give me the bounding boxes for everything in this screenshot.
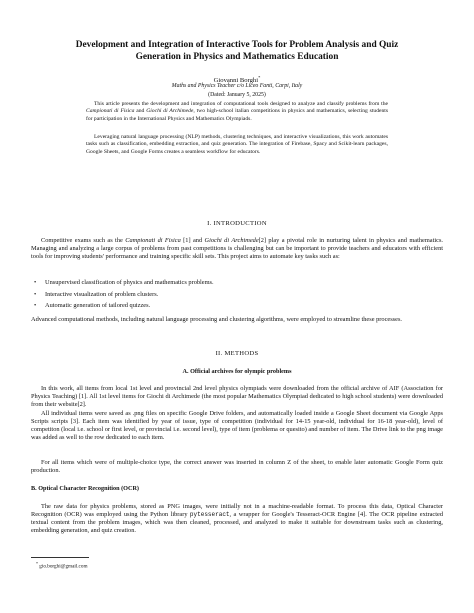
footnote-divider [31,557,89,558]
author-text: Giovanni Borghi [213,77,259,85]
footnote-mark: * [36,561,38,566]
methods-a-paragraph-1: In this work, all items from local 1st level and provincial 2nd level physics olympiads were downloaded from the official archive of AIF (Association for Physics Teaching) [1]. All 1st level items for Giochi di Archimede (the most popular Mathematics Olympiad dedicated to high school students) were downloaded from their website[2]. [31,385,443,408]
title-line-2: Generation in Physics and Mathematics Education [135,51,339,62]
methods-a-paragraph-2: All individual items were saved as .png files on specific Google Drive folders, and automatically loaded inside a Google Sheet document via Google Apps Scripts scripts [3]. Each item was identified by year of issue, type of competition (individual for 14-15 year-old, individual for 16-18 year-old), level of competiton (local i.e. school or first level, or provincial i.e. second level), type of item (problema or quesito) and number of item. The Drive link to the png image was added as well to the row dedicated to each item. [31,410,443,441]
abstract-paragraph-1: This article presents the development and integration of computational tools designed to analyze and classify problems from the Campionati di Fisica and Giochi di Archimede, two high-school italian competitions in physics and mathematics, selecting students for participation in the International Physics and Mathematics Olympiads. [86,101,388,122]
abstract-paragraph-2: Leveraging natural language processing (NLP) methods, clustering techniques, and interactive visualizations, this work automates tasks such as classification, embedding extraction, and quiz generation. The integration of Firebase, Spacy and Scikit-learn packages, Google Sheets, and Google Forms creates a seamless workflow for educators. [86,134,388,155]
subsection-heading-official-archives: A. Official archives for olympic problems [182,368,292,375]
author-email-link[interactable]: gio.borghi@gmail.com [39,563,88,570]
subsection-heading-ocr: B. Optical Character Recognition (OCR) [31,485,139,492]
author-affiliation: Maths and Physics Teacher c/o Liceo Fanti, Carpi, Italy [171,83,303,89]
section-heading-introduction: I. INTRODUCTION [207,220,267,227]
author-footnote-mark[interactable]: * [258,75,261,80]
methods-a-paragraph-3: For all items which were of multiple-choice type, the correct answer was inserted in column Z of the sheet, to enable later automatic Google Form quiz production. [31,459,443,474]
footnote-email [36,561,88,570]
title-line-1: Development and Integration of Interactive Tools for Problem Analysis and Quiz [75,40,399,50]
intro-paragraph-2: Advanced computational methods, including natural language processing and clustering algorithms, were employed to streamline these processes. [31,316,403,323]
list-item: • Unsupervised classification of physics and mathematics problems. [31,279,443,291]
paper-title [40,40,434,63]
code-pytesseract: pytesseract [189,510,230,518]
intro-task-list [31,279,443,314]
section-heading-methods: II. METHODS [215,350,259,357]
list-item: • Automatic generation of tailored quizzes. [31,302,443,314]
intro-paragraph-1: Competitive exams such as the Campionati di Fisica [1] and Giochi di Archimede[2] play a pivotal role in nurturing talent in physics and mathematics. Managing and analyzing a large corpus of problems from past competitions is challenging but can be important to provide teachers and educators with efficient tools for improving students' performance and training specific skill sets. This project aims to automate key tasks such as: [31,237,444,260]
methods-b-paragraph-1: The raw data for physics problems, stored as PNG images, were initially not in a machine-readable format. To process this data, Optical Character Recognition (OCR) was employed using the Python library pytesseract, a wrapper for Google's Tesseract-OCR Engine [4]. The OCR pipeline extracted textual content from the problem images, which was then cleaned, processed, and analyzed to make it suitable for downstream tasks such as clustering, embedding generation, and quiz creation. [31,503,443,534]
paper-date: (Dated: January 5, 2025) [208,91,266,98]
list-item: • Interactive visualization of problem clusters. [31,291,443,303]
